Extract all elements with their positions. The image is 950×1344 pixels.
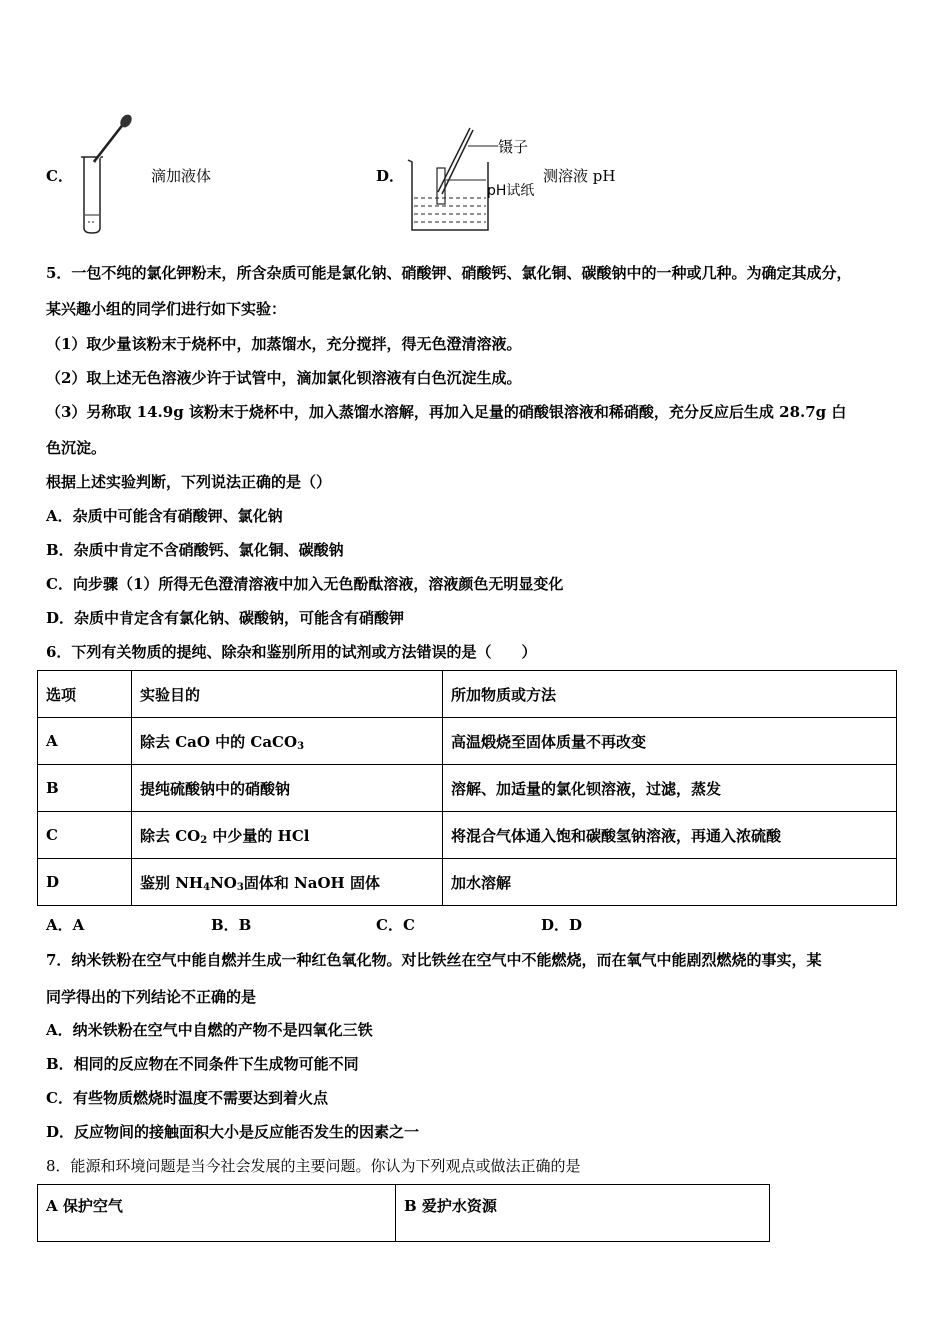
goal-cell: 鉴别 $NH_4NO_3$固体和 NaOH 固体 xyxy=(132,859,443,906)
goal-cell: 除去 CaO 中的 CaCO$_3$ xyxy=(132,718,443,765)
table-row xyxy=(38,1185,770,1242)
q5-option-c: C．向步骤（1）所得无色澄清溶液中加入无色酚酞溶液，溶液颜色无明显变化 xyxy=(46,575,564,593)
q6-table xyxy=(37,670,897,906)
table-row xyxy=(38,812,897,859)
q8-table xyxy=(37,1184,770,1242)
table-row xyxy=(38,765,897,812)
q5-step3-line2: 色沉淀。 xyxy=(46,439,107,457)
tweezers-label: 镊子 xyxy=(498,138,529,156)
q4-option-d-caption: 测溶液 pH xyxy=(543,167,616,185)
header-cell: 选项 xyxy=(38,671,132,718)
option-cell: C xyxy=(38,812,132,859)
option-cell: D xyxy=(38,859,132,906)
q6-answer-a: A．A xyxy=(46,916,85,934)
q4-option-c-label: C． xyxy=(46,167,73,185)
q5-question: 根据上述实验判断，下列说法正确的是（） xyxy=(46,473,332,491)
q5-step3-line1: （3）另称取 14.9g 该粉末于烧杯中，加入蒸馏水溶解，再加入足量的硝酸银溶液和稀硝酸，充分反应后生成 28.7g 白 xyxy=(46,403,847,421)
q7-option-d: D．反应物间的接触面积大小是反应能否发生的因素之一 xyxy=(46,1123,420,1141)
q6-answer-d: D．D xyxy=(541,916,583,934)
method-cell: 将混合气体通入饱和碳酸氢钠溶液，再通入浓硫酸 xyxy=(443,812,897,859)
q7-option-a: A．纳米铁粉在空气中自燃的产物不是四氧化三铁 xyxy=(46,1021,373,1039)
beaker-ph-illustration xyxy=(400,120,500,238)
method-cell: 溶解、加适量的氯化钡溶液，过滤，蒸发 xyxy=(443,765,897,812)
q5-stem-line1: 5．一包不纯的氯化钾粉末，所含杂质可能是氯化钠、硝酸钾、硝酸钙、氯化铜、碳酸钠中的一种或几种。为确定其成分， xyxy=(46,264,852,282)
header-cell: 所加物质或方法 xyxy=(443,671,897,718)
method-cell: 加水溶解 xyxy=(443,859,897,906)
q5-option-b: B．杂质中肯定不含硝酸钙、氯化铜、碳酸钠 xyxy=(46,541,344,559)
q5-option-d: D．杂质中肯定含有氯化钠、碳酸钠，可能含有硝酸钾 xyxy=(46,609,405,627)
table-header-row xyxy=(38,671,897,718)
option-cell: B xyxy=(38,765,132,812)
method-cell: 高温煅烧至固体质量不再改变 xyxy=(443,718,897,765)
q5-stem-line2: 某兴趣小组的同学们进行如下实验： xyxy=(46,300,287,318)
q7-option-b: B．相同的反应物在不同条件下生成物可能不同 xyxy=(46,1055,359,1073)
q7-stem-line2: 同学得出的下列结论不正确的是 xyxy=(46,988,257,1006)
q4-option-c-caption: 滴加液体 xyxy=(151,167,212,185)
goal-cell: 提纯硫酸钠中的硝酸钠 xyxy=(132,765,443,812)
q7-stem-line1: 7．纳米铁粉在空气中能自燃并生成一种红色氧化物。对比铁丝在空气中不能燃烧，而在氧气中能剧烈燃烧的事实，某 xyxy=(46,951,822,969)
cell-b: B 爱护水资源 xyxy=(396,1185,770,1242)
q6-answer-b: B．B xyxy=(211,916,252,934)
q6-stem: 6．下列有关物质的提纯、除杂和鉴别所用的试剂或方法错误的是（ ） xyxy=(46,643,537,661)
q5-option-a: A．杂质中可能含有硝酸钾、氯化钠 xyxy=(46,507,283,525)
q4-option-d-label: D． xyxy=(376,167,405,185)
header-cell: 实验目的 xyxy=(132,671,443,718)
q5-step2: （2）取上述无色溶液少许于试管中，滴加氯化钡溶液有白色沉淀生成。 xyxy=(46,369,522,387)
q8-stem: 8．能源和环境问题是当今社会发展的主要问题。你认为下列观点或做法正确的是 xyxy=(46,1157,581,1175)
q6-answer-c: C．C xyxy=(376,916,415,934)
table-row xyxy=(38,718,897,765)
dropper-test-tube-illustration xyxy=(70,112,140,237)
goal-cell: 除去 $CO_2$ 中少量的 HCl xyxy=(132,812,443,859)
cell-a: A 保护空气 xyxy=(38,1185,396,1242)
option-cell: A xyxy=(38,718,132,765)
ph-paper-label: pH试纸 xyxy=(487,183,535,199)
q7-option-c: C．有些物质燃烧时温度不需要达到着火点 xyxy=(46,1089,328,1107)
table-row xyxy=(38,859,897,906)
q5-step1: （1）取少量该粉末于烧杯中，加蒸馏水，充分搅拌，得无色澄清溶液。 xyxy=(46,335,522,353)
